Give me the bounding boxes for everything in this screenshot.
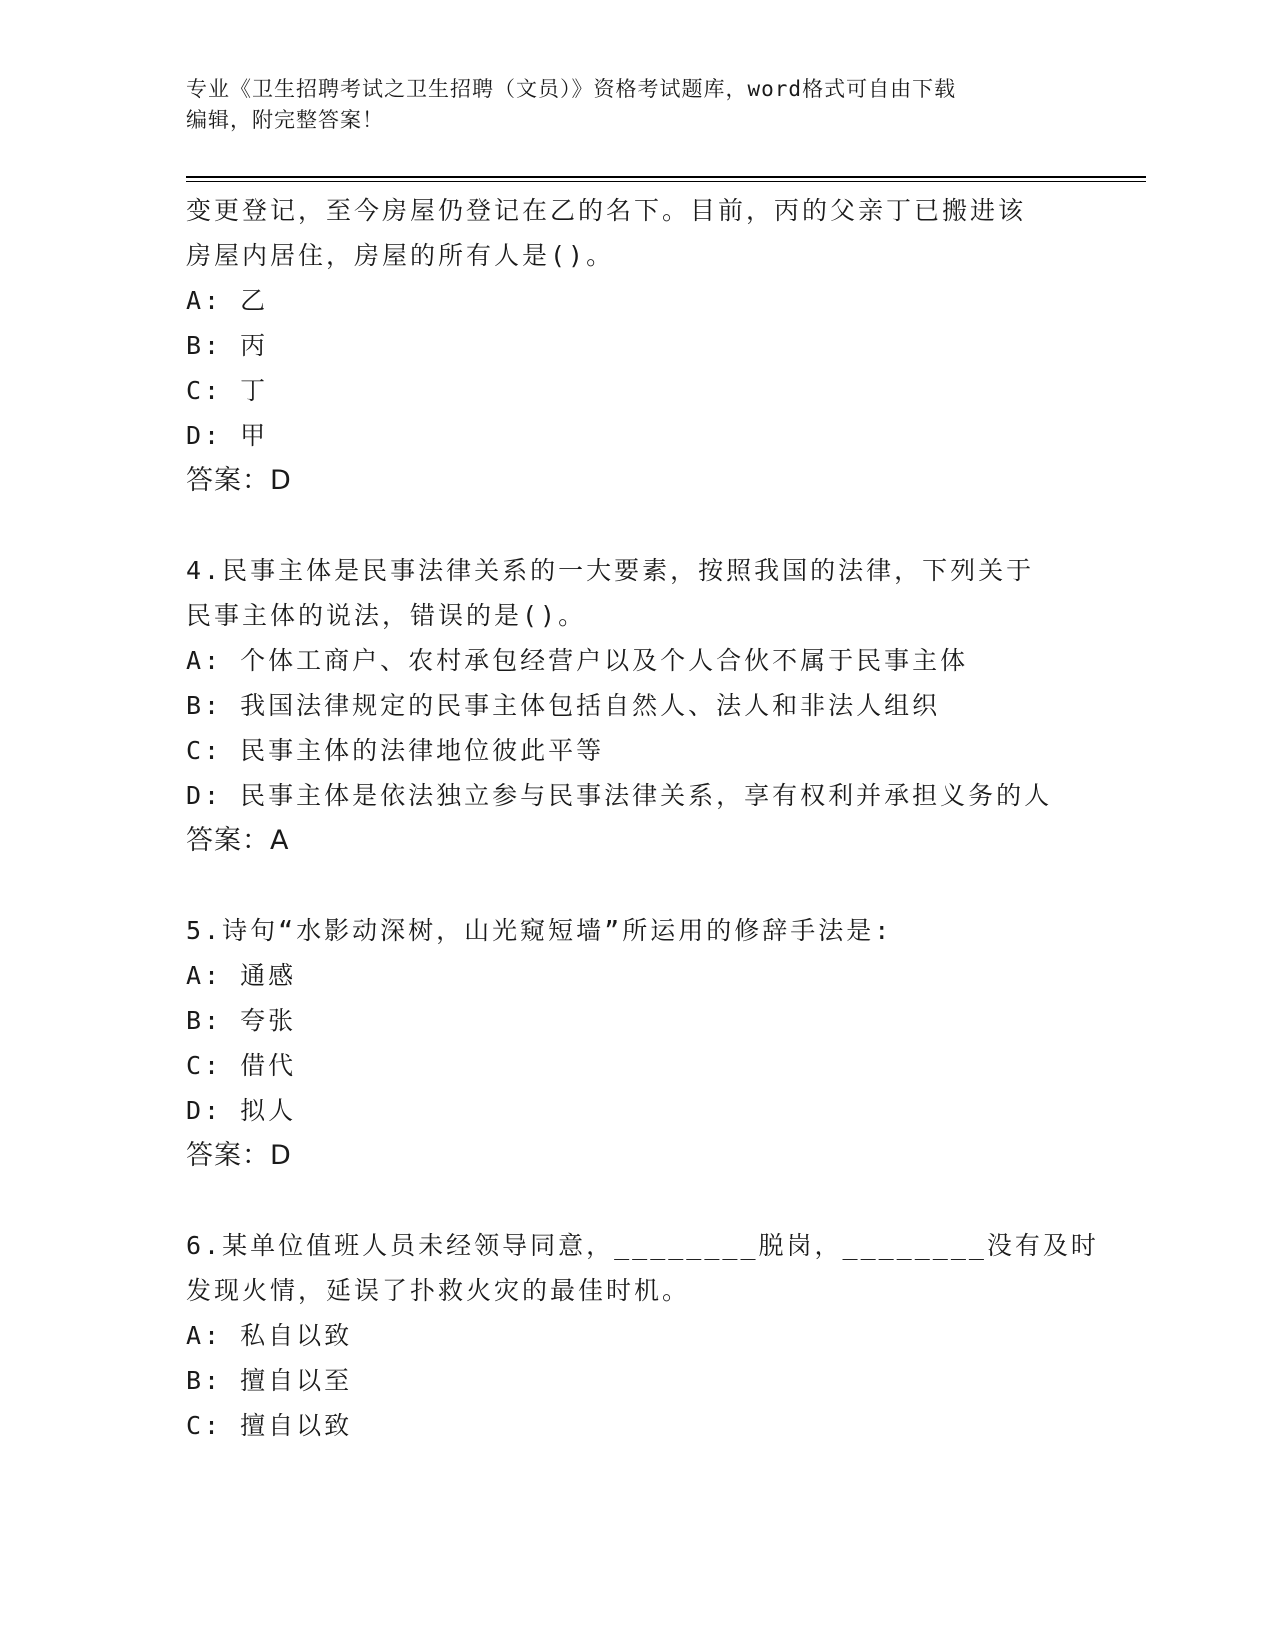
question-5: [186, 908, 1086, 1178]
question-spacer: [186, 1178, 1086, 1223]
question-stem: 发现火情，延误了扑救火灾的最佳时机。: [186, 1276, 691, 1305]
option-a: A: 乙: [186, 286, 269, 315]
option-b: B: 夸张: [186, 1006, 297, 1035]
option-a: A: 私自以致: [186, 1321, 353, 1350]
document-header: [186, 74, 1086, 136]
question-stem: 5.诗句“水影动深树，山光窥短墙”所运用的修辞手法是:: [186, 916, 893, 945]
option-b: B: 丙: [186, 331, 269, 360]
option-d: D: 甲: [186, 421, 269, 450]
answer-label: 答案：D: [186, 1140, 292, 1171]
option-c: C: 民事主体的法律地位彼此平等: [186, 736, 605, 765]
option-b: B: 擅自以至: [186, 1366, 353, 1395]
question-6: [186, 1223, 1099, 1448]
question-stem: 房屋内居住，房屋的所有人是()。: [186, 241, 615, 270]
question-stem: 民事主体的说法，错误的是()。: [186, 601, 587, 630]
question-3: [186, 188, 1086, 503]
header-rule-thick: [186, 176, 1146, 178]
question-list: [186, 188, 1099, 1448]
option-b: B: 我国法律规定的民事主体包括自然人、法人和非法人组织: [186, 691, 941, 720]
question-stem: 变更登记，至今房屋仍登记在乙的名下。目前，丙的父亲丁已搬进该: [186, 196, 1027, 225]
answer-label: 答案：D: [186, 465, 292, 496]
option-c: C: 丁: [186, 376, 269, 405]
question-4: [186, 548, 1086, 863]
question-spacer: [186, 863, 1086, 908]
header-rule-thin: [186, 181, 1146, 182]
option-d: D: 拟人: [186, 1096, 297, 1125]
option-d: D: 民事主体是依法独立参与民事法律关系，享有权利并承担义务的人: [186, 781, 1053, 810]
header-line-1: 专业《卫生招聘考试之卫生招聘（文员）》资格考试题库，word格式可自由下载: [186, 77, 957, 101]
question-spacer: [186, 503, 1086, 548]
option-a: A: 通感: [186, 961, 297, 990]
option-a: A: 个体工商户、农村承包经营户以及个人合伙不属于民事主体: [186, 646, 969, 675]
question-stem: 4.民事主体是民事法律关系的一大要素，按照我国的法律，下列关于: [186, 556, 1035, 585]
answer-label: 答案：A: [186, 825, 290, 856]
option-c: C: 借代: [186, 1051, 297, 1080]
header-line-2: 编辑，附完整答案！: [186, 108, 384, 132]
option-c: C: 擅自以致: [186, 1411, 353, 1440]
question-stem: 6.某单位值班人员未经领导同意，________脱岗，________没有及时: [186, 1231, 1099, 1260]
